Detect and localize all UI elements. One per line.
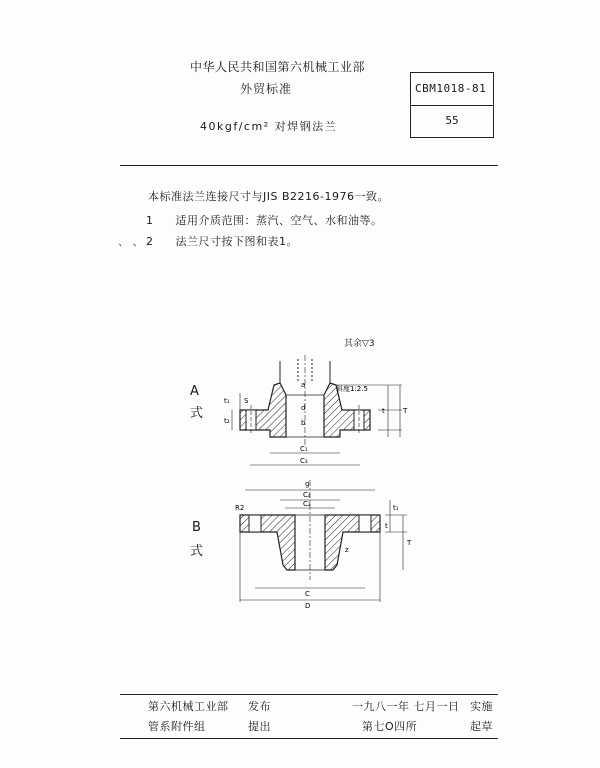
- dim-s-label: S: [244, 397, 249, 405]
- footer-top-rule: [120, 694, 498, 695]
- page-number: 55: [445, 114, 459, 127]
- list-item-text: 法兰尺寸按下图和表1。: [175, 235, 298, 248]
- type-a-label: A: [190, 384, 199, 399]
- dim-a-label: a: [301, 381, 306, 389]
- list-item-number: 1: [146, 214, 154, 227]
- standard-type: 外贸标准: [240, 82, 293, 96]
- dim-b-label: b: [301, 419, 306, 427]
- dim-t-b-label: t: [385, 522, 388, 530]
- dim-g-label: g: [305, 480, 310, 488]
- effective-date: 一九八一年 七月一日: [352, 700, 460, 713]
- dim-r2-label: R2: [235, 504, 245, 512]
- issuer: 第六机械工业部: [148, 700, 229, 713]
- dim-c3-label: C₃: [300, 457, 308, 465]
- type-a-label-suffix: 式: [190, 406, 204, 421]
- intro-paragraph: 本标准法兰连接尺寸与JIS B2216-1976一致。: [148, 190, 389, 203]
- propose-word: 提出: [248, 720, 271, 733]
- dim-t-label: t: [382, 407, 385, 415]
- dim-z-label: z: [345, 546, 349, 554]
- list-item-text: 适用介质范围：蒸汽、空气、水和油等。: [175, 214, 383, 227]
- dim-t1-label: t₁: [224, 397, 230, 405]
- draft-word: 起草: [470, 720, 493, 733]
- type-a-flange-drawing: [220, 355, 420, 475]
- dim-T-label: T: [403, 407, 408, 415]
- proposer: 管系附件组: [148, 720, 206, 733]
- dim-c2-label: C₂: [303, 500, 311, 508]
- dim-c4-label: C₄: [303, 491, 311, 499]
- list-item: [146, 233, 298, 249]
- issue-word: 发布: [248, 700, 271, 713]
- effective-word: 实施: [470, 700, 493, 713]
- dim-t1-b-label: t₁: [393, 504, 399, 512]
- dim-d-label: d: [301, 404, 306, 412]
- surface-finish-note: 其余▽3: [344, 339, 375, 349]
- margin-marks: 、 、: [118, 235, 144, 248]
- dim-c1-label: C₁: [300, 445, 308, 453]
- standard-number-box: [410, 72, 494, 138]
- standard-number: CBM1018-81: [415, 82, 487, 95]
- type-b-label-suffix: 式: [190, 544, 204, 559]
- taper-note: 斜度1:2.5: [336, 385, 368, 393]
- header-divider: [120, 165, 498, 166]
- type-b-label: B: [192, 520, 201, 535]
- type-b-flange-drawing: [225, 470, 425, 610]
- list-item-number: 2: [146, 235, 154, 248]
- footer-bottom-rule: [120, 738, 498, 739]
- dim-t2-label: t₂: [224, 417, 230, 425]
- list-item: [146, 212, 383, 228]
- dim-c-label: C: [305, 590, 310, 598]
- drafter: 第七O四所: [362, 720, 418, 733]
- dim-D-label: D: [305, 602, 311, 610]
- ministry-name: 中华人民共和国第六机械工业部: [190, 60, 366, 74]
- document-title: 40kgf/cm² 对焊钢法兰: [200, 120, 338, 133]
- dim-T-b-label: T: [407, 539, 412, 547]
